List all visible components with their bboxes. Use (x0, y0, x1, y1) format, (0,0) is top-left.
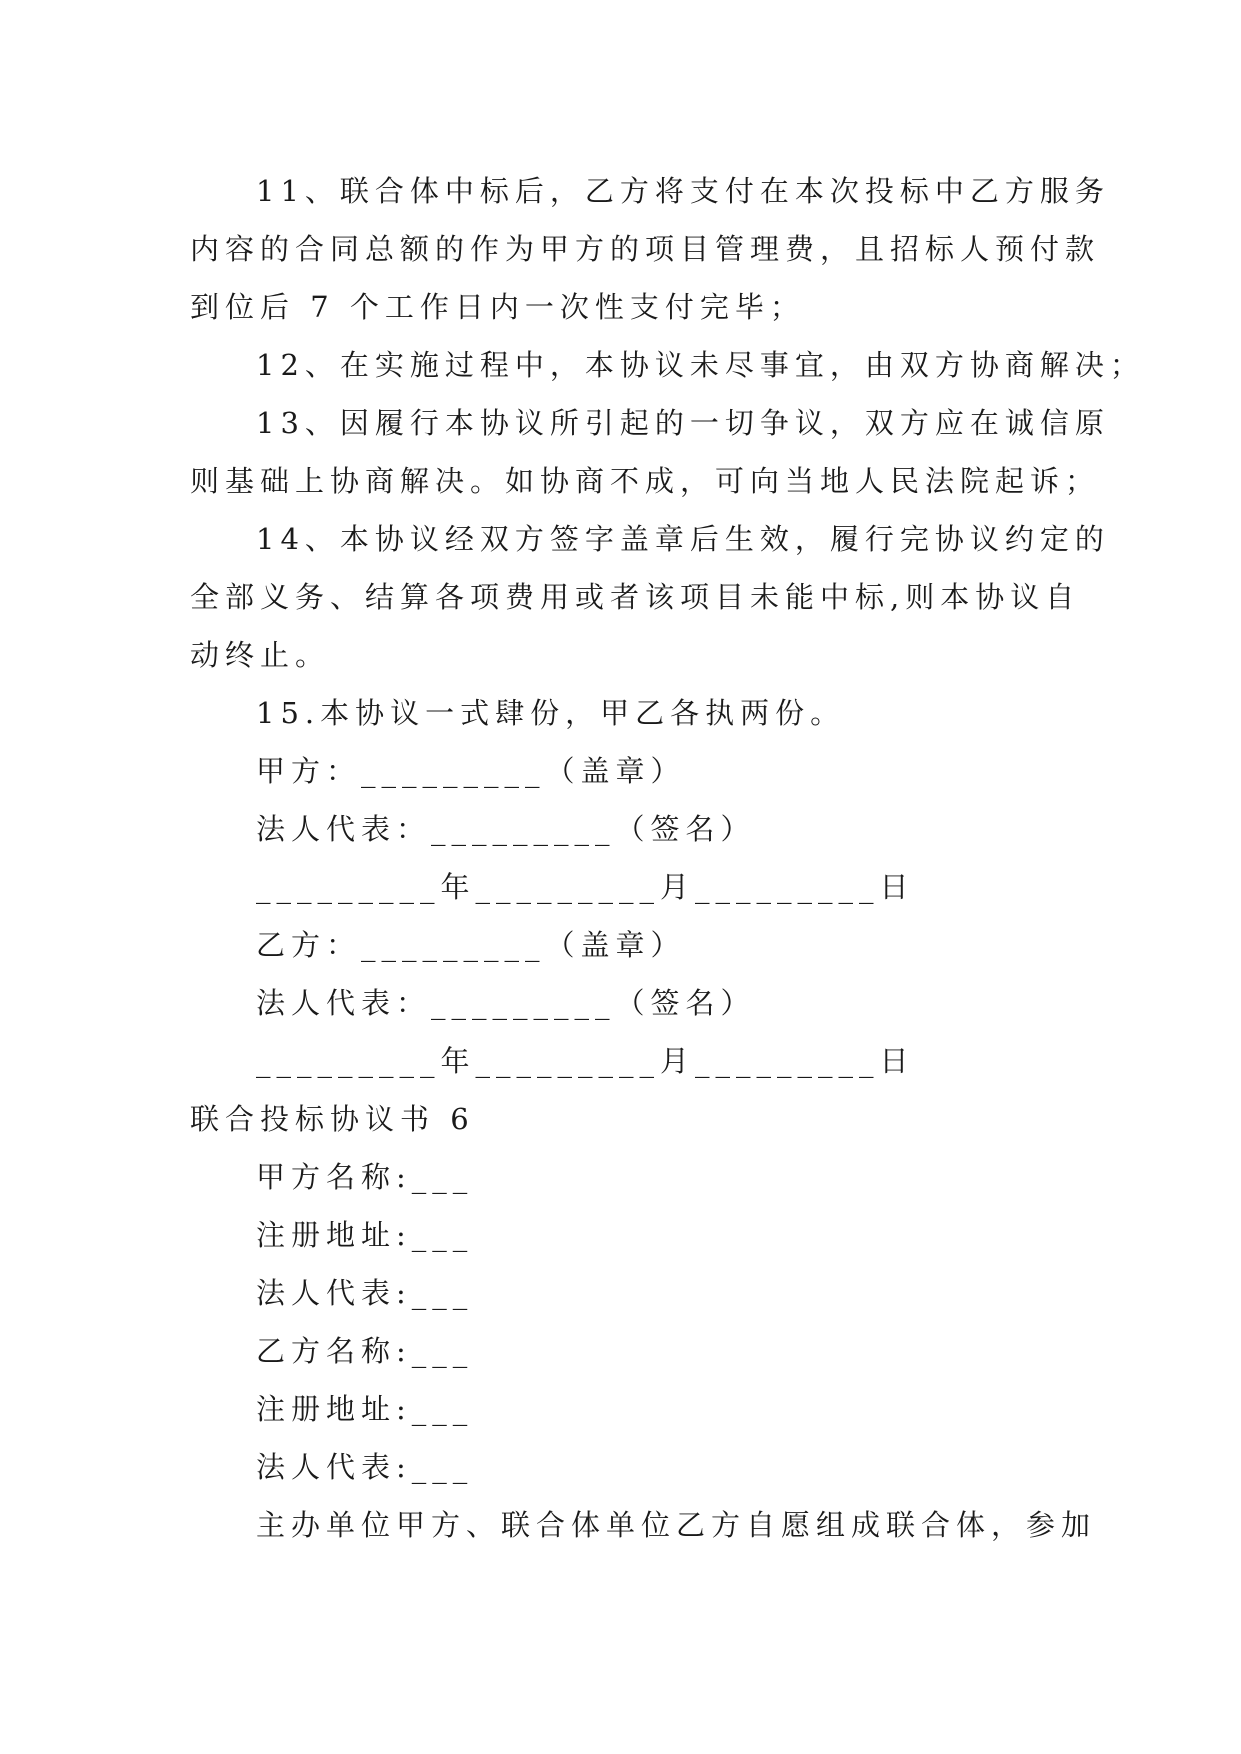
document-body (190, 162, 1145, 1554)
party-a-seal-line: 甲方：_________（盖章） (256, 754, 686, 788)
party-a-legal-rep-field: 法人代表:___ (256, 1276, 474, 1310)
party-b-legal-rep-field: 法人代表:___ (256, 1450, 474, 1484)
clause-11-line-3: 到位后 7 个工作日内一次性支付完毕； (190, 290, 805, 324)
party-b-representative-line: 法人代表：_________（签名） (256, 986, 756, 1020)
clause-13-line-2: 则基础上协商解决。如协商不成，可向当地人民法院起诉； (190, 464, 1101, 498)
clause-14-line-1: 14、本协议经双方签字盖章后生效，履行完协议约定的 (256, 522, 1110, 556)
intro-paragraph-line: 主办单位甲方、联合体单位乙方自愿组成联合体，参加 (256, 1508, 1097, 1542)
clause-13-line-1: 13、因履行本协议所引起的一切争议，双方应在诚信原 (256, 406, 1110, 440)
party-b-seal-line: 乙方：_________（盖章） (256, 928, 686, 962)
clause-11-line-2: 内容的合同总额的作为甲方的项目管理费，且招标人预付款 (190, 232, 1101, 266)
party-a-representative-line: 法人代表：_________（签名） (256, 812, 756, 846)
clause-12: 12、在实施过程中，本协议未尽事宜，由双方协商解决； (256, 348, 1145, 382)
clause-14-line-3: 动终止。 (190, 638, 331, 672)
party-b-date-line: _________年_________月_________日 (256, 1044, 915, 1078)
party-b-name-field: 乙方名称:___ (256, 1334, 474, 1368)
party-a-address-field: 注册地址:___ (256, 1218, 474, 1252)
clause-15: 15.本协议一式肆份，甲乙各执两份。 (256, 696, 846, 730)
section-title: 联合投标协议书 6 (190, 1102, 475, 1136)
party-a-date-line: _________年_________月_________日 (256, 870, 915, 904)
party-a-name-field: 甲方名称:___ (256, 1160, 474, 1194)
party-b-address-field: 注册地址:___ (256, 1392, 474, 1426)
clause-14-line-2: 全部义务、结算各项费用或者该项目未能中标,则本协议自 (190, 580, 1081, 614)
clause-11-line-1: 11、联合体中标后，乙方将支付在本次投标中乙方服务 (256, 174, 1110, 208)
